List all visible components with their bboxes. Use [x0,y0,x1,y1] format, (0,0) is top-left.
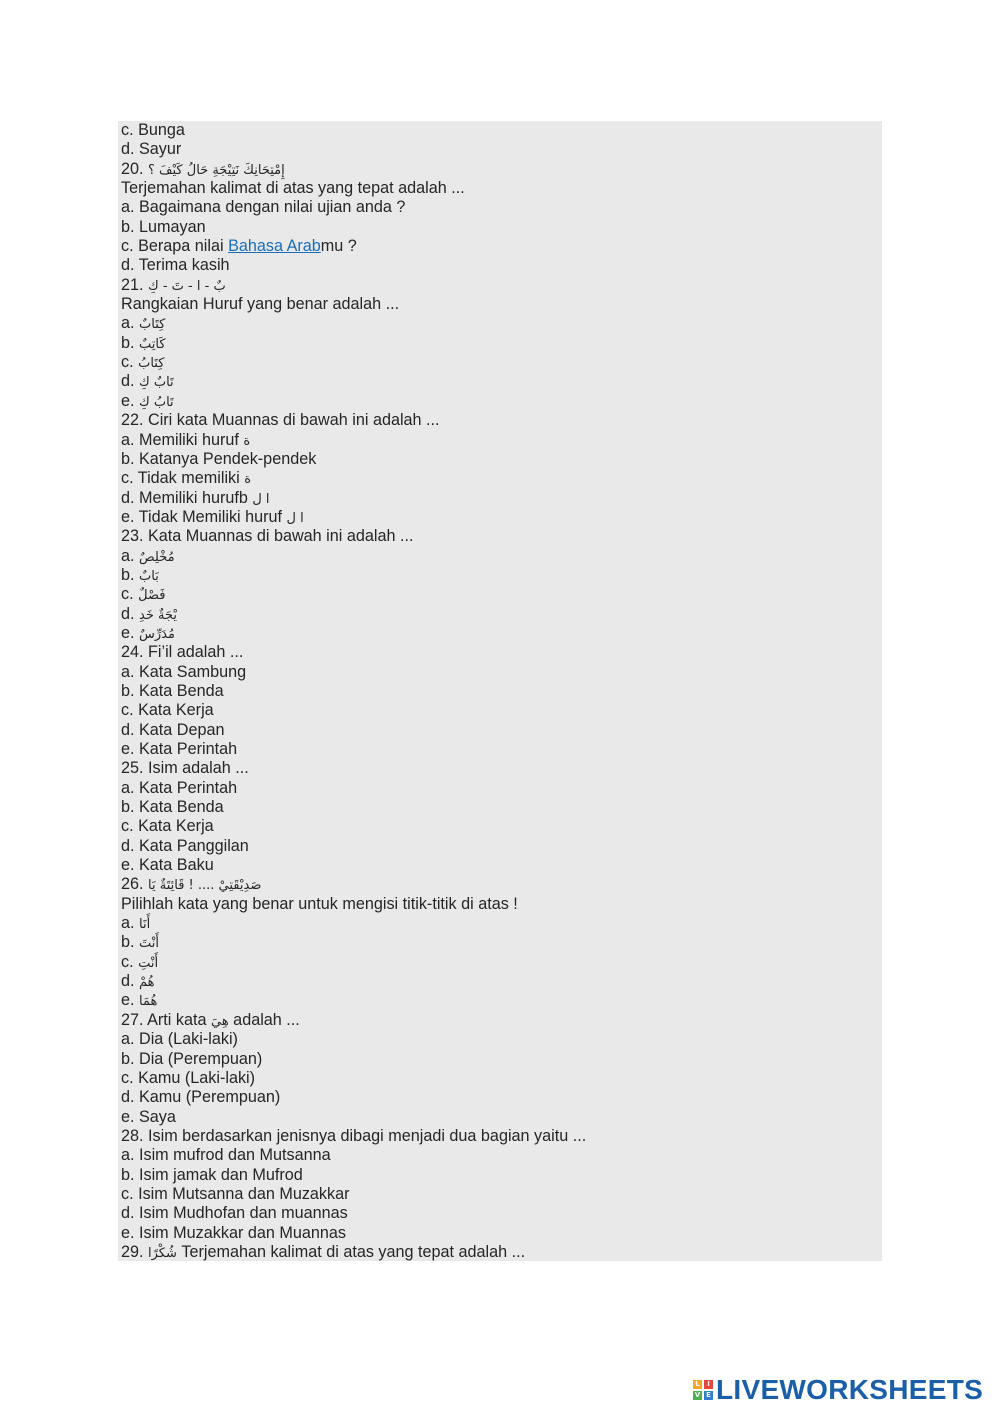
worksheet-line [121,933,586,952]
logo-square: E [704,1391,713,1400]
worksheet-line [121,392,586,411]
arabic-text: ا ل [252,491,270,507]
worksheet-line [121,991,586,1010]
line-text: e. [121,623,139,642]
worksheet-line [121,372,586,391]
line-text: b. Kata Benda [121,681,224,700]
line-text: a. Kata Perintah [121,778,238,797]
liveworksheets-logo-icon [693,1380,713,1400]
worksheet-panel [118,121,882,1261]
worksheet-line [121,276,586,295]
line-text: c. Isim Mutsanna dan Muzakkar [121,1184,350,1203]
arabic-text: تَابُ كِ [139,394,174,410]
arabic-text: يْجَةٌ خَدِ [139,607,177,623]
worksheet-line [121,1127,586,1146]
line-text: 26. [121,875,149,894]
line-text: a. Bagaimana dengan nilai ujian anda ? [121,198,406,217]
worksheet-line [121,1185,586,1204]
worksheet-line [121,663,586,682]
line-text: c. Berapa nilai [121,237,229,256]
worksheet-line [121,431,586,450]
worksheet-line [121,779,586,798]
worksheet-line [121,856,586,875]
arabic-text: بٌ - ا - تَ - كِ [148,278,226,294]
line-text: 20. [121,159,149,178]
arabic-text: فَصْلٌ [138,588,166,604]
worksheet-line [121,295,586,314]
worksheet-line [121,256,586,275]
worksheet-line [121,1166,586,1185]
line-text: a. [121,546,139,565]
worksheet-line [121,953,586,972]
line-text: a. [121,314,139,333]
worksheet-line [121,798,586,817]
worksheet-line [121,701,586,720]
arabic-text: كِتَابٌ [139,317,166,333]
worksheet-line [121,547,586,566]
line-text: b. Isim jamak dan Mufrod [121,1165,303,1184]
line-text: b. Katanya Pendek-pendek [121,449,317,468]
worksheet-line [121,353,586,372]
arabic-text: كَاتِبٌ [139,336,166,352]
arabic-text: مُخْلِصٌ [139,549,175,565]
worksheet-line [121,759,586,778]
arabic-text: هُمْ [139,975,155,991]
worksheet-line [121,624,586,643]
line-text: b. [121,933,139,952]
line-text: c. [121,952,139,971]
line-text: a. Isim mufrod dan Mutsanna [121,1146,331,1165]
line-text: c. Kata Kerja [121,817,214,836]
worksheet-line [121,121,586,140]
worksheet-line [121,1224,586,1243]
bahasa-arab-link[interactable]: Bahasa Arab [228,237,321,256]
worksheet-line [121,160,586,179]
arabic-text: شُكْرًا [148,1245,177,1261]
line-text: 22. Ciri kata Muannas di bawah ini adalah ... [121,411,440,430]
line-text-suffix: Terjemahan kalimat di atas yang tepat adalah ... [176,1242,526,1261]
line-text: a. Memiliki huruf [121,430,244,449]
line-text: e. Isim Muzakkar dan Muannas [121,1223,346,1242]
worksheet-line [121,1204,586,1223]
arabic-text: بَابٌ [139,568,159,584]
line-text: Terjemahan kalimat di atas yang tepat adalah ... [121,179,465,198]
line-text: Pilihlah kata yang benar untuk mengisi titik-titik di atas ! [121,894,518,913]
line-text: b. Kata Benda [121,798,224,817]
line-text: e. [121,391,139,410]
line-text: 27. Arti kata [121,1010,211,1029]
arabic-text: أَنْتِ [138,955,159,971]
line-text: b. Dia (Perempuan) [121,1049,263,1068]
arabic-text: ة [243,433,251,449]
line-text: e. Tidak Memiliki huruf [121,507,287,526]
worksheet-line [121,1243,586,1262]
worksheet-line [121,469,586,488]
arabic-text: كِتَابُ [138,356,165,372]
line-text: d. [121,604,139,623]
worksheet-line [121,1069,586,1088]
line-text: e. Kata Baku [121,856,214,875]
line-text: d. [121,372,139,391]
line-text: 24. Fi’il adalah ... [121,643,244,662]
worksheet-line [121,585,586,604]
line-text-suffix: adalah ... [228,1010,300,1029]
line-text: 25. Isim adalah ... [121,759,249,778]
line-text: c. Bunga [121,121,185,139]
line-text: c. Tidak memiliki [121,469,245,488]
brand-text: LIVEWORKSHEETS [716,1374,984,1405]
worksheet-line [121,198,586,217]
line-text: c. Kata Kerja [121,701,214,720]
logo-square: V [694,1391,701,1399]
worksheet-line [121,218,586,237]
worksheet-line [121,1050,586,1069]
line-text: 28. Isim berdasarkan jenisnya dibagi menjadi dua bagian yaitu ... [121,1126,587,1145]
logo-square: I [704,1380,713,1389]
line-text: d. Kata Panggilan [121,836,249,855]
line-text: e. Kata Perintah [121,740,238,758]
line-text: e. [121,991,139,1010]
line-text: d. Sayur [121,140,182,159]
line-text: b. [121,565,139,584]
line-text: d. Kamu (Perempuan) [121,1088,281,1107]
arabic-text: هُمَا [139,994,158,1010]
liveworksheets-brand[interactable] [693,1376,983,1404]
worksheet-line [121,527,586,546]
worksheet-line [121,875,586,894]
worksheet-line [121,721,586,740]
line-text: c. Kamu (Laki-laki) [121,1068,256,1087]
worksheet-line [121,914,586,933]
worksheet-line [121,817,586,836]
arabic-text: هِيَ [210,1013,229,1029]
arabic-text: صَدِيْقَتِيْ .... ! قَائِتَةٌ يَا [148,878,262,894]
line-text: a. [121,914,139,933]
worksheet-line [121,605,586,624]
line-text: d. Isim Mudhofan dan muannas [121,1204,348,1223]
arabic-text: إِمْتِحَانِكَ نَتِيْجَةِ حَالُ كَيْفَ ؟ [148,162,285,178]
worksheet-line [121,1146,586,1165]
line-text: c. [121,353,139,372]
worksheet-line [121,450,586,469]
worksheet-line [121,566,586,585]
worksheet-line [121,508,586,527]
arabic-text: تَابٌ كِ [139,375,174,391]
line-text: b. [121,333,139,352]
worksheet-line [121,1088,586,1107]
worksheet-line [121,237,586,256]
worksheet-line [121,740,586,759]
line-text: 29. [121,1242,149,1261]
line-text: 23. Kata Muannas di bawah ini adalah ... [121,527,414,546]
worksheet-line [121,682,586,701]
arabic-text: ا ل [286,510,304,526]
worksheet-line [121,411,586,430]
arabic-text: ة [244,472,252,488]
line-text: e. Saya [121,1107,176,1126]
line-text: d. Memiliki hurufb [121,488,253,507]
line-text-suffix: mu ? [320,237,357,256]
line-text: d. [121,972,139,991]
line-text: a. Kata Sambung [121,662,247,681]
worksheet-line [121,140,586,159]
worksheet-line [121,643,586,662]
question-list [121,121,586,1262]
line-text: a. Dia (Laki-laki) [121,1030,238,1049]
worksheet-line [121,489,586,508]
worksheet-line [121,1108,586,1127]
worksheet-line [121,314,586,333]
line-text: d. Terima kasih [121,256,230,275]
worksheet-line [121,179,586,198]
worksheet-line [121,1030,586,1049]
arabic-text: أَنْتَ [139,936,159,952]
arabic-text: مُدَرِّسٌ [139,626,175,642]
line-text: 21. [121,275,149,294]
line-text: Rangkaian Huruf yang benar adalah ... [121,295,400,314]
worksheet-line [121,895,586,914]
line-text: b. Lumayan [121,217,206,236]
worksheet-line [121,972,586,991]
worksheet-line [121,334,586,353]
line-text: c. [121,585,139,604]
worksheet-line [121,837,586,856]
logo-square: L [693,1380,702,1389]
arabic-text: أَنَا [139,917,151,933]
line-text: d. Kata Depan [121,720,225,739]
worksheet-line [121,1011,586,1030]
